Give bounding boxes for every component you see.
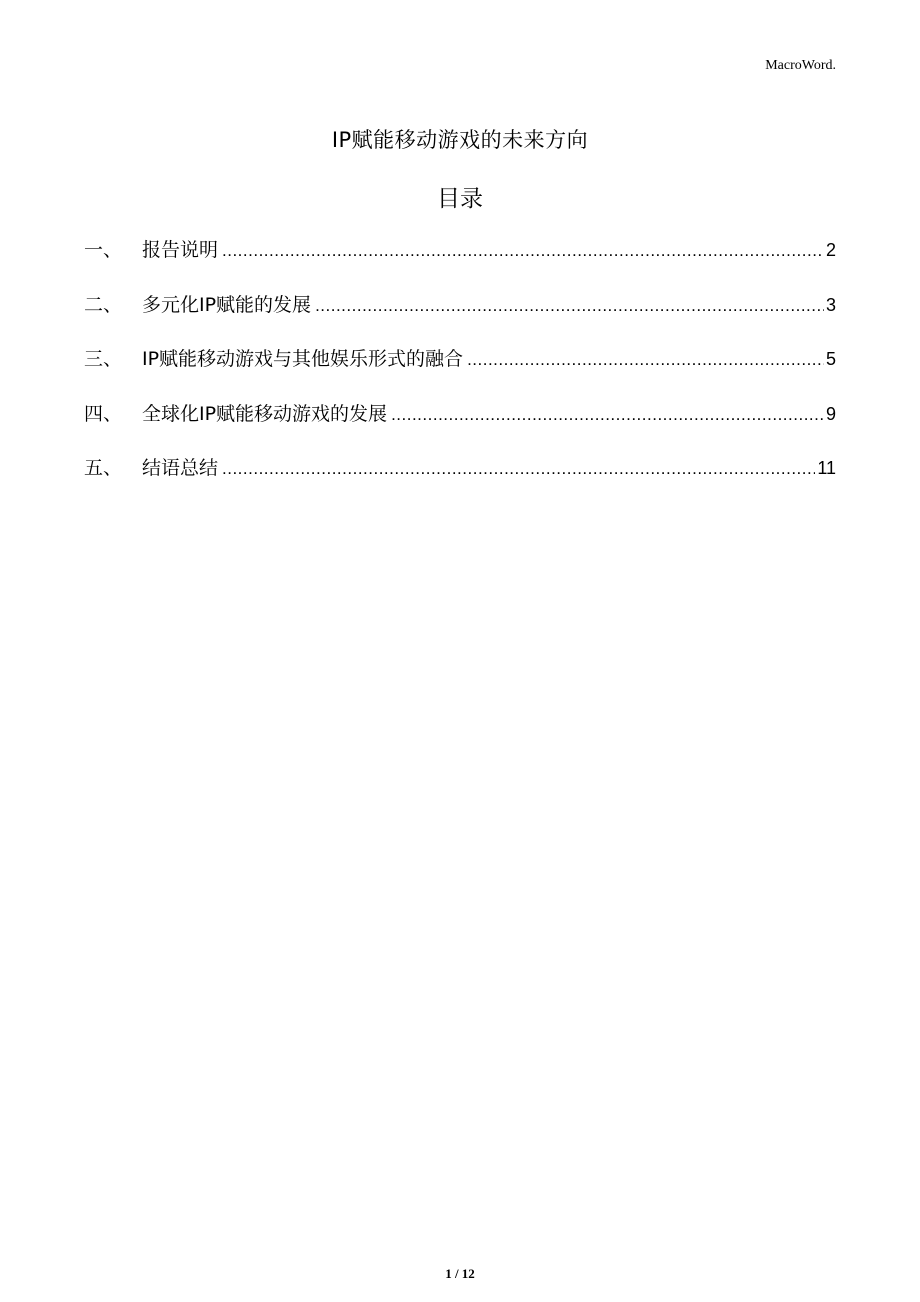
toc-entry-title: IP赋能移动游戏与其他娱乐形式的融合 [142,348,464,370]
toc-entry-title: 全球化IP赋能移动游戏的发展 [142,402,388,425]
toc-heading: 目录 [437,186,483,212]
toc-entry-1[interactable] [84,232,836,268]
toc-entry-number: 四、 [84,402,123,425]
toc-entry-page: 11 [817,458,836,478]
toc-entry-number: 五、 [84,457,123,479]
toc-entry-page: 2 [825,240,836,260]
toc-entry-number: 三、 [84,348,123,370]
toc-dot-leader [315,288,824,324]
toc-entry-5[interactable] [84,450,836,486]
document-title: IP赋能移动游戏的未来方向 [331,128,589,152]
toc-entry-title: 报告说明 [142,239,219,261]
toc-entry-page: 9 [825,403,836,424]
page-header: MacroWord. [765,58,836,73]
toc-entry-number: 二、 [84,293,123,316]
toc-dot-leader [222,233,824,269]
toc-entry-page: 3 [825,294,836,315]
toc-entry-title: 结语总结 [142,457,219,479]
table-of-contents [84,232,836,505]
toc-entry-3[interactable] [84,341,836,377]
page-number-indicator: 1 / 12 [445,1266,475,1281]
toc-dot-leader [222,451,815,487]
toc-entry-page: 5 [825,349,836,369]
toc-entry-4[interactable] [84,396,836,432]
toc-dot-leader [467,342,824,378]
toc-entry-2[interactable] [84,287,836,323]
toc-entry-title: 多元化IP赋能的发展 [142,293,312,316]
toc-entry-number: 一、 [84,239,123,261]
toc-dot-leader [391,397,824,433]
